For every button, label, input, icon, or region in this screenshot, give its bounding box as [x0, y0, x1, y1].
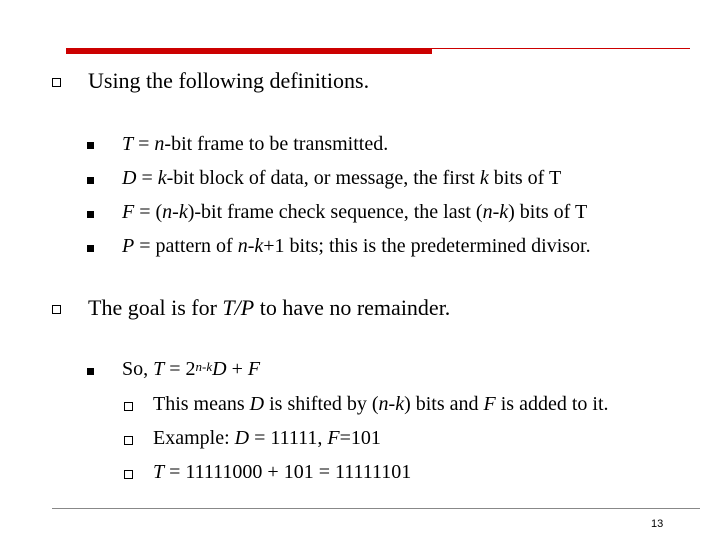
- solid-square-bullet-icon: [87, 177, 94, 184]
- definition-t: T = n-bit frame to be transmitted.: [122, 133, 389, 155]
- hollow-square-bullet-icon: [124, 470, 133, 479]
- solid-square-bullet-icon: [87, 211, 94, 218]
- sub-shift-explanation: This means D is shifted by (n-k) bits and F is added to it.: [153, 393, 609, 415]
- hollow-square-bullet-icon: [52, 305, 61, 314]
- formula-line: So, $T = 2^{n-k}D + F$: [122, 358, 261, 380]
- bullet-goal: The goal is for T/P to have no remainder.: [88, 295, 451, 320]
- solid-square-bullet-icon: [87, 142, 94, 149]
- sub-result: T = 11111000 + 101 = 11111101: [153, 461, 412, 483]
- definition-f: F = (n-k)-bit frame check sequence, the last (n-k) bits of T: [122, 201, 588, 223]
- bullet-definitions: Using the following definitions.: [88, 68, 370, 93]
- definition-p: P = pattern of n-k+1 bits; this is the predetermined divisor.: [122, 235, 591, 257]
- solid-square-bullet-icon: [87, 368, 94, 375]
- footer-rule: [52, 508, 700, 509]
- solid-square-bullet-icon: [87, 245, 94, 252]
- header-accent-bar: [66, 48, 432, 54]
- hollow-square-bullet-icon: [124, 436, 133, 445]
- header-rule: [432, 48, 690, 49]
- sub-example: Example: D = 11111, F=101: [153, 427, 381, 449]
- hollow-square-bullet-icon: [124, 402, 133, 411]
- hollow-square-bullet-icon: [52, 78, 61, 87]
- definition-d: D = k-bit block of data, or message, the first k bits of T: [122, 167, 562, 189]
- page-number: 13: [651, 518, 664, 530]
